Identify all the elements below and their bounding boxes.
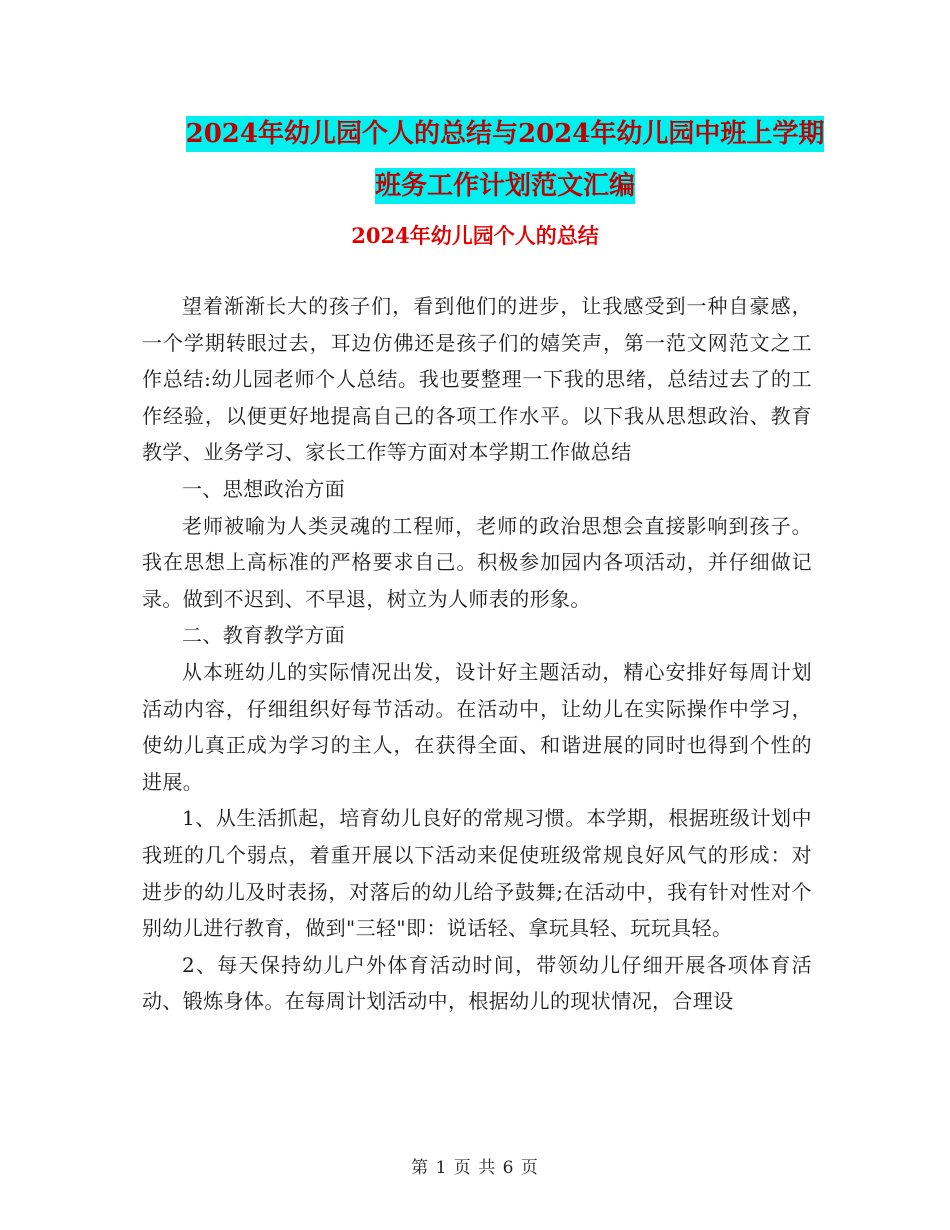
document-title [100, 108, 910, 212]
document-title-line-2: 班务工作计划范文汇编 [375, 168, 635, 204]
paragraph: 老师被喻为人类灵魂的工程师，老师的政治思想会直接影响到孩子。我在思想上高标准的严格要求自己。积极参加园内各项活动，并仔细做记录。做到不迟到、不早退，树立为人师表的形象。 [142, 513, 812, 611]
section-title: 2024年幼儿园个人的总结 [351, 223, 599, 248]
page-footer: 第 1 页 共 6 页 [411, 1158, 539, 1178]
paragraph: 2、每天保持幼儿户外体育活动时间，带领幼儿仔细开展各项体育活动、锻炼身体。在每周计划活动中，根据幼儿的现状情况，合理设 [142, 952, 812, 1014]
document-title-line-1: 2024年幼儿园个人的总结与2024年幼儿园中班上学期 [186, 116, 825, 152]
paragraph: 望着渐渐长大的孩子们，看到他们的进步，让我感受到一种自豪感，一个学期转眼过去，耳边仿佛还是孩子们的嬉笑声，第一范文网范文之工作总结:幼儿园老师个人总结。我也要整理一下我的思绪，总结过去了的工作经验，以便更好地提高自己的各项工作水平。以下我从思想政治、教育教学、业务学习、家长工作等方面对本学期工作做总结 [142, 294, 812, 465]
paragraph: 1、从生活抓起，培育幼儿良好的常规习惯。本学期，根据班级计划中我班的几个弱点，着重开展以下活动来促使班级常规良好风气的形成：对进步的幼儿及时表扬，对落后的幼儿给予鼓舞;在活动中，我有针对性对个别幼儿进行教育，做到"三轻"即：说话轻、拿玩具轻、玩玩具轻。 [142, 806, 812, 941]
paragraph-heading: 二、教育教学方面 [182, 623, 346, 648]
paragraph: 从本班幼儿的实际情况出发，设计好主题活动，精心安排好每周计划活动内容，仔细组织好每节活动。在活动中，让幼儿在实际操作中学习，使幼儿真正成为学习的主人，在获得全面、和谐进展的同时也得到个性的进展。 [142, 659, 812, 794]
document-body [142, 288, 812, 1020]
paragraph-heading: 一、思想政治方面 [182, 476, 346, 501]
